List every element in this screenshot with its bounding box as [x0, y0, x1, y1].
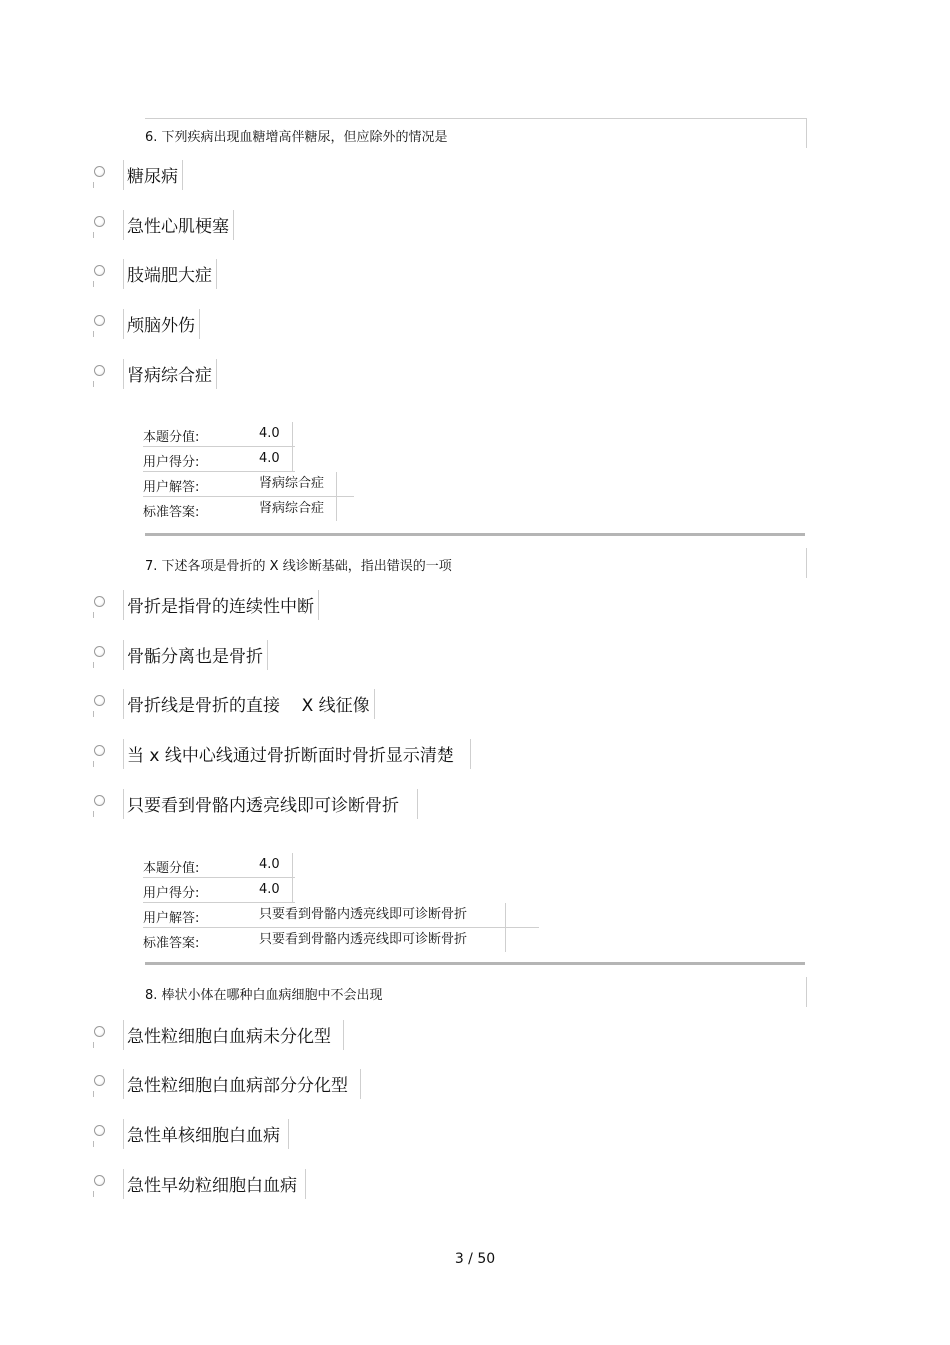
option-label: 急性粒细胞白血病部分分化型 [123, 1069, 361, 1099]
option-label: 颅脑外伤 [123, 309, 200, 339]
user-answer-label: 用户解答: [143, 911, 200, 926]
radio-button-icon[interactable] [94, 795, 105, 806]
user-score-label: 用户得分: [143, 455, 200, 470]
user-score-value: 4.0 [259, 447, 293, 471]
option-label: 骨折是指骨的连续性中断 [123, 590, 319, 620]
option-label: 只要看到骨骼内透亮线即可诊断骨折 [123, 789, 418, 819]
standard-answer-label: 标准答案: [143, 505, 200, 520]
radio-button-icon[interactable] [94, 1075, 105, 1086]
section-divider [145, 533, 805, 536]
radio-button-icon[interactable] [94, 695, 105, 706]
radio-button-icon[interactable] [94, 745, 105, 756]
option-label: 急性心肌梗塞 [123, 210, 234, 240]
user-answer-value: 只要看到骨骼内透亮线即可诊断骨折 [259, 903, 506, 927]
radio-button-icon[interactable] [94, 1026, 105, 1037]
page-number: 3 / 50 [454, 1251, 496, 1267]
option-label: 急性单核细胞白血病 [123, 1119, 289, 1149]
user-answer-value: 肾病综合症 [259, 472, 337, 496]
section-divider [145, 962, 805, 965]
score-value: 4.0 [259, 853, 293, 877]
radio-button-icon[interactable] [94, 596, 105, 607]
radio-button-icon[interactable] [94, 166, 105, 177]
standard-answer-label: 标准答案: [143, 936, 200, 951]
option-label: 急性粒细胞白血病未分化型 [123, 1020, 344, 1050]
radio-button-icon[interactable] [94, 315, 105, 326]
option-label: 骨折线是骨折的直接 X 线征像 [123, 689, 375, 719]
option-label: 肢端肥大症 [123, 259, 217, 289]
option-label: 糖尿病 [123, 160, 183, 190]
standard-answer-value: 只要看到骨骼内透亮线即可诊断骨折 [259, 928, 506, 952]
user-score-value: 4.0 [259, 878, 293, 902]
radio-button-icon[interactable] [94, 646, 105, 657]
score-value: 4.0 [259, 422, 293, 446]
user-answer-label: 用户解答: [143, 480, 200, 495]
radio-button-icon[interactable] [94, 1175, 105, 1186]
user-score-label: 用户得分: [143, 886, 200, 901]
radio-button-icon[interactable] [94, 265, 105, 276]
radio-button-icon[interactable] [94, 216, 105, 227]
question-6-title: 6. 下列疾病出现血糖增高伴糖尿，但应除外的情况是 [145, 118, 807, 148]
question-7-title: 7. 下述各项是骨折的 X 线诊断基础，指出错误的一项 [145, 548, 807, 578]
option-label: 急性早幼粒细胞白血病 [123, 1169, 306, 1199]
score-label: 本题分值: [143, 861, 200, 876]
standard-answer-value: 肾病综合症 [259, 497, 337, 521]
option-label: 肾病综合症 [123, 359, 217, 389]
radio-button-icon[interactable] [94, 1125, 105, 1136]
radio-button-icon[interactable] [94, 365, 105, 376]
option-label: 骨骺分离也是骨折 [123, 640, 268, 670]
score-label: 本题分值: [143, 430, 200, 445]
option-label: 当 x 线中心线通过骨折断面时骨折显示清楚 [123, 739, 471, 769]
question-8-title: 8. 棒状小体在哪种白血病细胞中不会出现 [145, 977, 807, 1007]
